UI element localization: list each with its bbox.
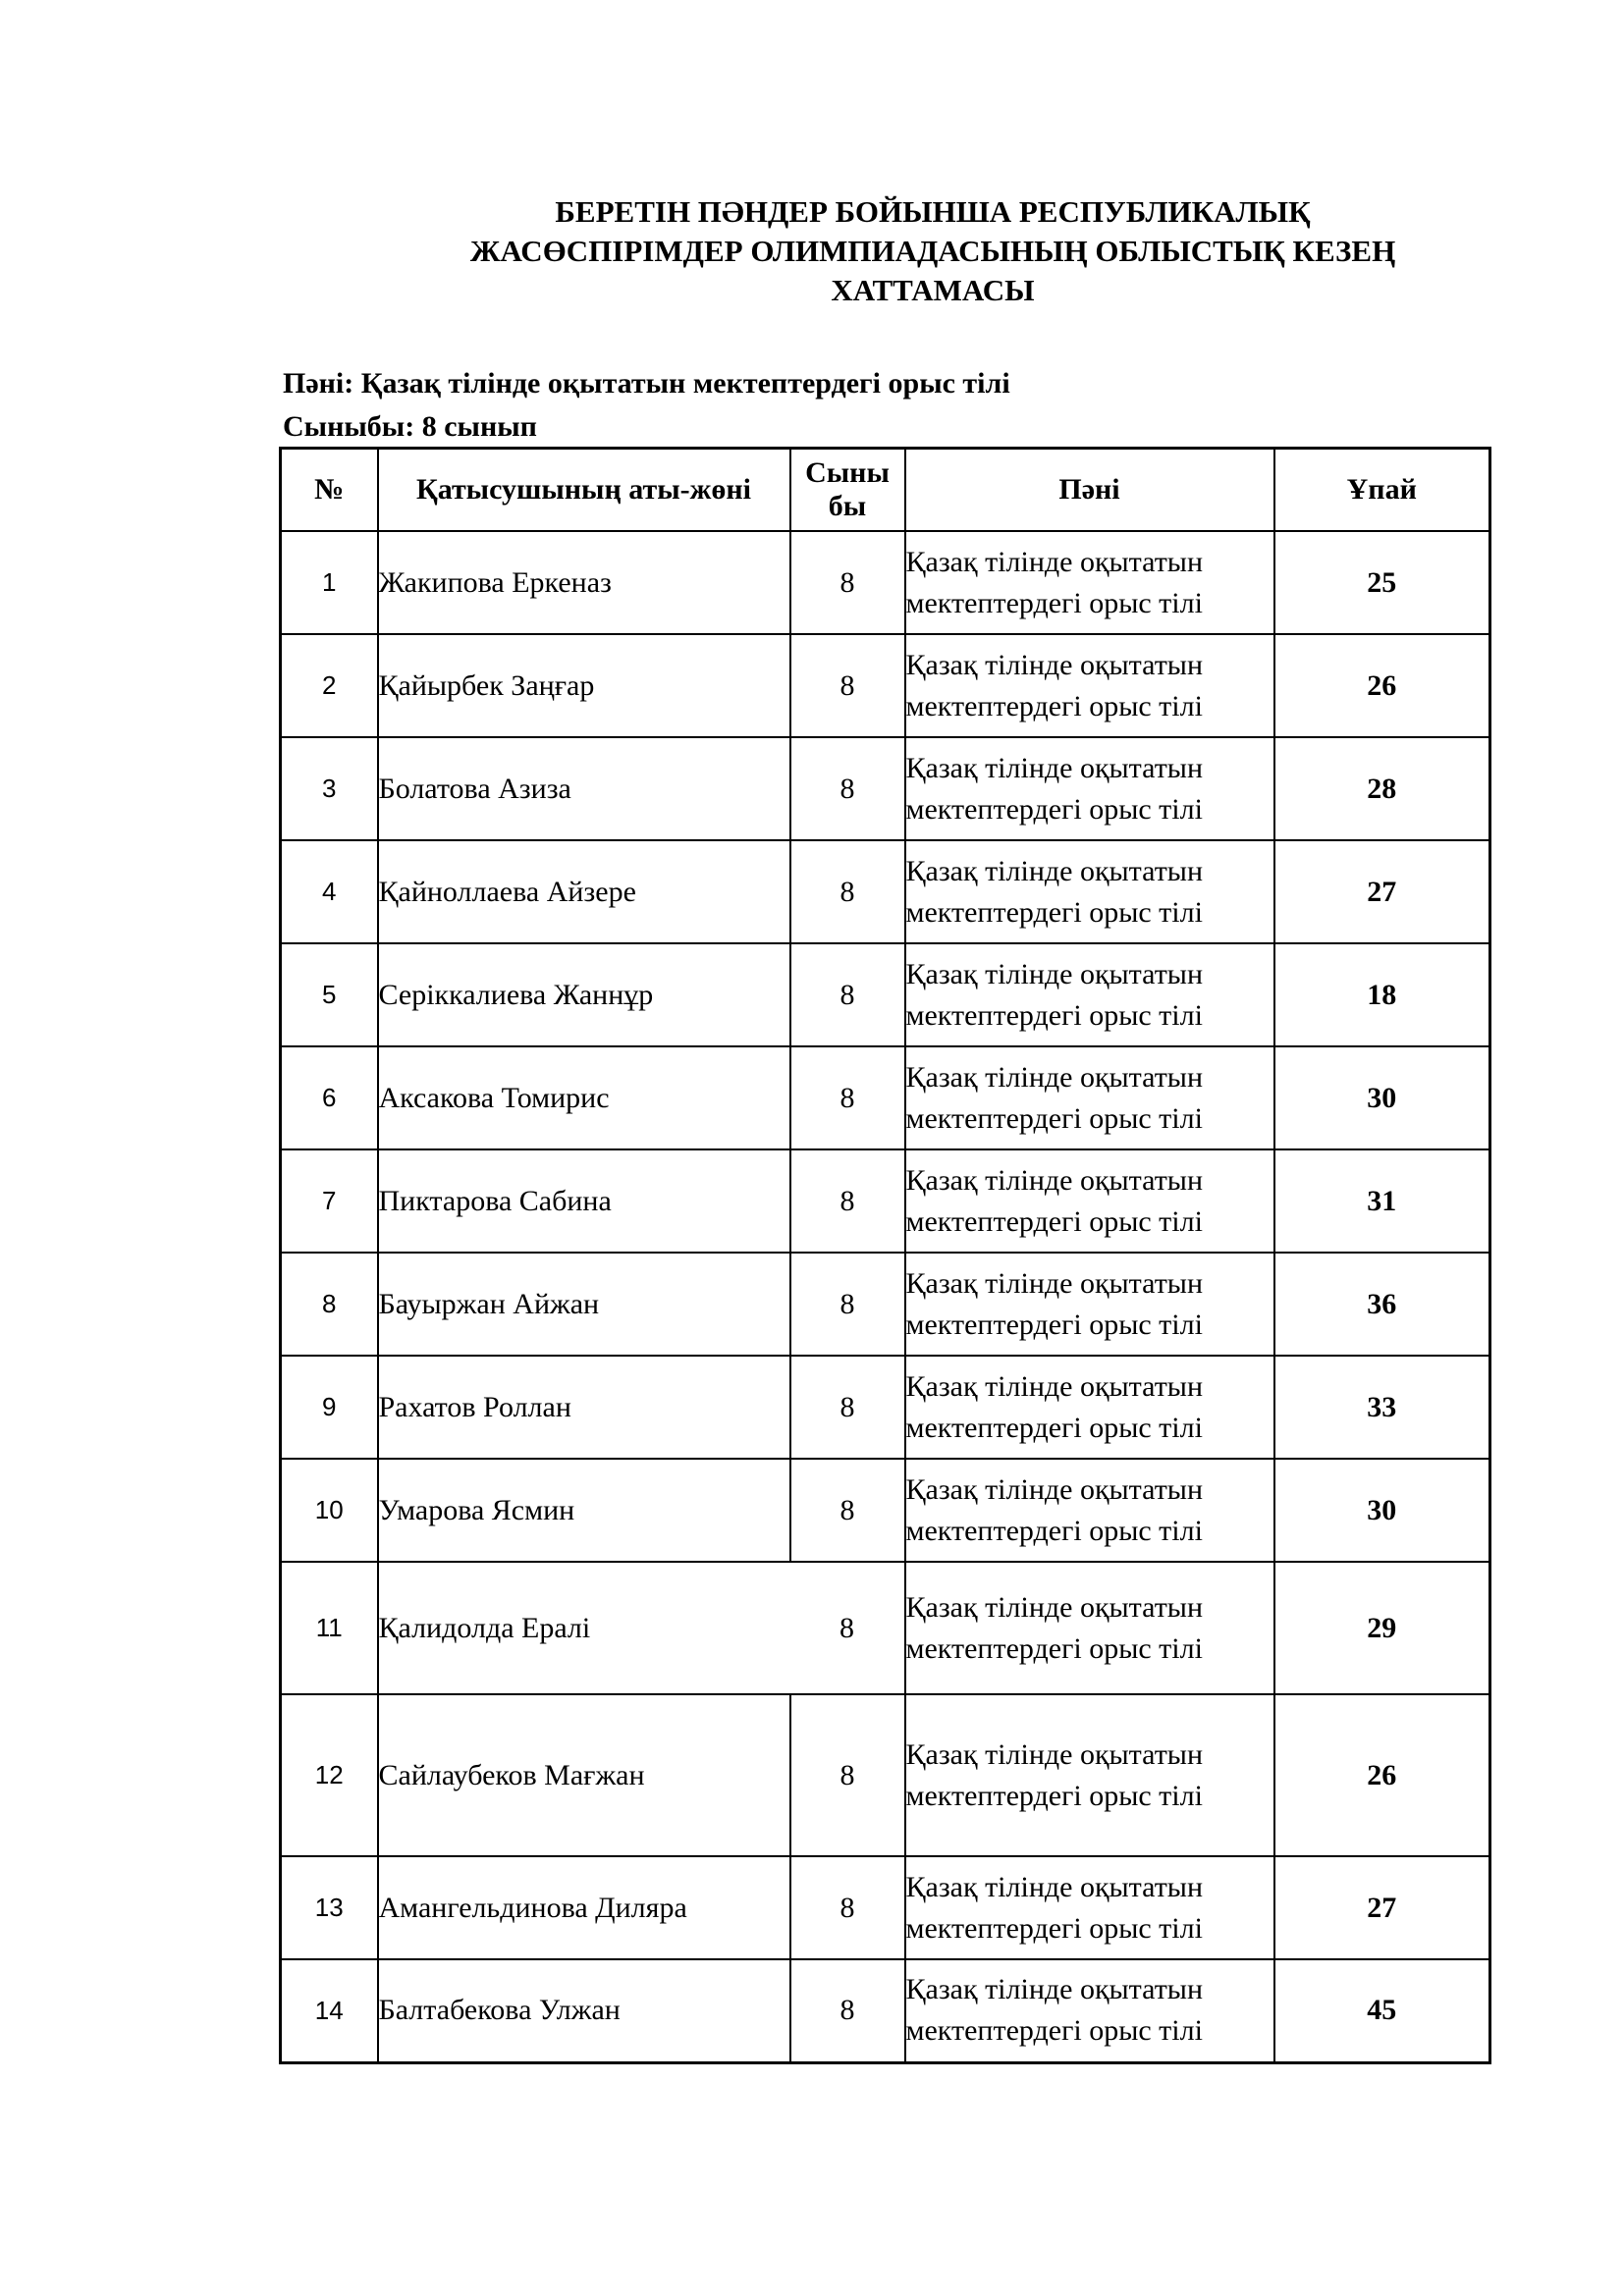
row-num: 6	[281, 1046, 378, 1149]
table-row	[281, 737, 1490, 840]
subject-line: Пәні: Қазақ тілінде оқытатын мектептердегі орыс тілі	[283, 367, 1010, 400]
participant-grade: 8	[790, 1253, 905, 1356]
participant-grade: 8	[790, 943, 905, 1046]
row-num: 2	[281, 634, 378, 737]
participant-subject	[905, 737, 1274, 840]
row-num: 5	[281, 943, 378, 1046]
participant-name: Рахатов Роллан	[378, 1356, 790, 1459]
subject-text-line-2: мектептердегі орыс тілі	[905, 689, 1203, 722]
participant-name: Болатова Азиза	[378, 737, 790, 840]
subject-text-line-2: мектептердегі орыс тілі	[905, 1911, 1203, 1945]
participant-grade: 8	[790, 634, 905, 737]
participant-score: 36	[1274, 1253, 1490, 1356]
participant-score: 28	[1274, 737, 1490, 840]
participant-name: Серіккалиева Жаннұр	[378, 943, 790, 1046]
participant-subject	[905, 1856, 1274, 1959]
participant-subject	[905, 1149, 1274, 1253]
subject-text-line-1: Қазақ тілінде оқытатын	[905, 1590, 1204, 1624]
participant-name: Умарова Ясмин	[378, 1459, 790, 1562]
participant-subject	[905, 1046, 1274, 1149]
table-row	[281, 1149, 1490, 1253]
participant-grade: 8	[790, 1149, 905, 1253]
participant-name: Қайноллаева Айзере	[378, 840, 790, 943]
table-row	[281, 634, 1490, 737]
subject-text-line-2: мектептердегі орыс тілі	[905, 1514, 1203, 1547]
subject-text-line-1: Қазақ тілінде оқытатын	[905, 1060, 1204, 1094]
subject-text-line-1: Қазақ тілінде оқытатын	[905, 1870, 1204, 1903]
header-score: Ұпай	[1274, 449, 1490, 532]
participant-grade: 8	[790, 1356, 905, 1459]
subject-text-line-2: мектептердегі орыс тілі	[905, 792, 1203, 826]
participant-name: Жакипова Еркеназ	[378, 531, 790, 634]
row-num: 1	[281, 531, 378, 634]
participant-score: 29	[1274, 1562, 1490, 1694]
subject-text-line-2: мектептердегі орыс тілі	[905, 1411, 1203, 1444]
subject-text-line-1: Қазақ тілінде оқытатын	[905, 751, 1204, 784]
participant-name: Қайырбек Заңғар	[378, 634, 790, 737]
participant-subject	[905, 634, 1274, 737]
participant-subject	[905, 1356, 1274, 1459]
participant-grade: 8	[790, 840, 905, 943]
subject-text-line-2: мектептердегі орыс тілі	[905, 1631, 1203, 1665]
subject-text-line-2: мектептердегі орыс тілі	[905, 1308, 1203, 1341]
header-grade	[790, 449, 905, 532]
participant-subject	[905, 1959, 1274, 2062]
table-row	[281, 1459, 1490, 1562]
participant-name: Пиктарова Сабина	[378, 1149, 790, 1253]
participant-score: 45	[1274, 1959, 1490, 2062]
header-grade-line-1: Сыны	[805, 456, 890, 489]
table-row	[281, 1562, 1490, 1694]
row-num: 13	[281, 1856, 378, 1959]
row-num: 3	[281, 737, 378, 840]
participant-grade: 8	[790, 1856, 905, 1959]
row-num: 9	[281, 1356, 378, 1459]
header-name: Қатысушының аты-жөні	[378, 449, 790, 532]
table-row	[281, 840, 1490, 943]
row-num: 4	[281, 840, 378, 943]
subject-text-line-2: мектептердегі орыс тілі	[905, 1204, 1203, 1238]
row-num: 8	[281, 1253, 378, 1356]
subject-text-line-2: мектептердегі орыс тілі	[905, 998, 1203, 1032]
participant-grade: 8	[790, 1959, 905, 2062]
participant-name: Сайлаубеков Мағжан	[378, 1694, 790, 1856]
grade-line: Сыныбы: 8 сынып	[283, 410, 537, 443]
row-num: 14	[281, 1959, 378, 2062]
table-row	[281, 1046, 1490, 1149]
participant-name: Бауыржан Айжан	[378, 1253, 790, 1356]
participant-score: 31	[1274, 1149, 1490, 1253]
table-row	[281, 1856, 1490, 1959]
table-row	[281, 531, 1490, 634]
participant-grade: 8	[790, 1562, 905, 1694]
participant-subject	[905, 1562, 1274, 1694]
subject-text-line-1: Қазақ тілінде оқытатын	[905, 854, 1204, 887]
participant-score: 30	[1274, 1459, 1490, 1562]
subject-text-line-2: мектептердегі орыс тілі	[905, 2014, 1203, 2048]
participant-score: 27	[1274, 840, 1490, 943]
participant-grade: 8	[790, 1459, 905, 1562]
document-title	[324, 192, 1542, 310]
participant-subject	[905, 1694, 1274, 1856]
participant-score: 26	[1274, 1694, 1490, 1856]
subject-text-line-1: Қазақ тілінде оқытатын	[905, 1737, 1204, 1771]
subject-text-line-1: Қазақ тілінде оқытатын	[905, 1973, 1204, 2006]
participant-subject	[905, 531, 1274, 634]
participant-score: 27	[1274, 1856, 1490, 1959]
table-row	[281, 1694, 1490, 1856]
subject-text-line-1: Қазақ тілінде оқытатын	[905, 1163, 1204, 1197]
row-num: 10	[281, 1459, 378, 1562]
results-table	[279, 447, 1491, 2064]
header-grade-line-2: бы	[828, 490, 867, 522]
subject-text-line-1: Қазақ тілінде оқытатын	[905, 648, 1204, 681]
participant-name: Аксакова Томирис	[378, 1046, 790, 1149]
participant-score: 30	[1274, 1046, 1490, 1149]
participant-subject	[905, 1253, 1274, 1356]
participant-score: 33	[1274, 1356, 1490, 1459]
table-row	[281, 943, 1490, 1046]
participant-score: 26	[1274, 634, 1490, 737]
row-num: 7	[281, 1149, 378, 1253]
subject-text-line-1: Қазақ тілінде оқытатын	[905, 957, 1204, 990]
title-line-3: ХАТТАМАСЫ	[831, 273, 1035, 307]
participant-score: 25	[1274, 531, 1490, 634]
participant-score: 18	[1274, 943, 1490, 1046]
title-line-2: ЖАСӨСПІРІМДЕР ОЛИМПИАДАСЫНЫҢ ОБЛЫСТЫҚ КЕЗЕҢ	[469, 234, 1396, 268]
subject-text-line-1: Қазақ тілінде оқытатын	[905, 1472, 1204, 1506]
table-row	[281, 1959, 1490, 2062]
participant-subject	[905, 840, 1274, 943]
participant-grade: 8	[790, 531, 905, 634]
participant-subject	[905, 943, 1274, 1046]
subject-text-line-2: мектептердегі орыс тілі	[905, 586, 1203, 619]
subject-text-line-2: мектептердегі орыс тілі	[905, 895, 1203, 929]
participant-grade: 8	[790, 737, 905, 840]
table-header-row	[281, 449, 1490, 532]
row-num: 11	[281, 1562, 378, 1694]
subject-text-line-1: Қазақ тілінде оқытатын	[905, 1266, 1204, 1300]
participant-subject	[905, 1459, 1274, 1562]
participant-grade: 8	[790, 1046, 905, 1149]
participant-name: Балтабекова Улжан	[378, 1959, 790, 2062]
participant-name: Амангельдинова Диляра	[378, 1856, 790, 1959]
row-num: 12	[281, 1694, 378, 1856]
subject-text-line-1: Қазақ тілінде оқытатын	[905, 545, 1204, 578]
title-line-1: БЕРЕТІН ПӘНДЕР БОЙЫНША РЕСПУБЛИКАЛЫҚ	[555, 194, 1311, 229]
subject-text-line-2: мектептердегі орыс тілі	[905, 1779, 1203, 1812]
table-row	[281, 1253, 1490, 1356]
table-row	[281, 1356, 1490, 1459]
subject-text-line-1: Қазақ тілінде оқытатын	[905, 1369, 1204, 1403]
subject-text-line-2: мектептердегі орыс тілі	[905, 1101, 1203, 1135]
header-num: №	[281, 449, 378, 532]
participant-grade: 8	[790, 1694, 905, 1856]
header-subject: Пәні	[905, 449, 1274, 532]
participant-name: Қалидолда Ералі	[378, 1562, 790, 1694]
